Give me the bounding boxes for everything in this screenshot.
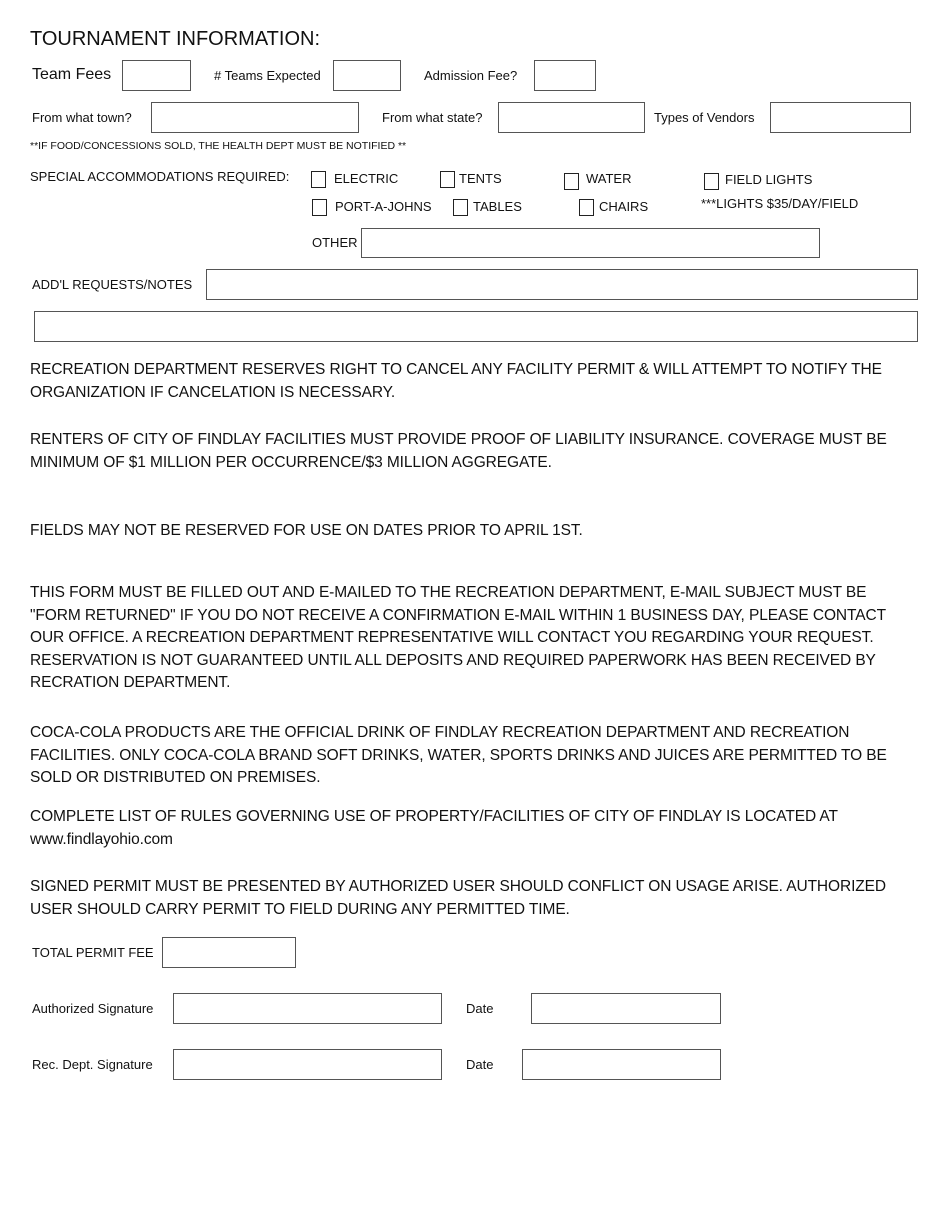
notes-input[interactable] xyxy=(206,269,918,300)
paragraph-coca-cola: COCA-COLA PRODUCTS ARE THE OFFICIAL DRINK OF FINDLAY RECREATION DEPARTMENT AND RECREATION FACILITIES. ONLY COCA-COLA BRAND SOFT DRINKS, WATER, SPORTS DRINKS AND JUICES ARE PERMITTED TO BE SOLD OR DISTRIBUTED ON PREMISES. xyxy=(30,724,887,786)
team-fees-input[interactable] xyxy=(122,60,191,91)
notes-input-line-2[interactable] xyxy=(34,311,918,342)
state-label: From what state? xyxy=(382,110,483,125)
field-lights-label: FIELD LIGHTS xyxy=(725,172,813,187)
field-lights-checkbox[interactable] xyxy=(704,173,719,190)
tables-label: TABLES xyxy=(473,199,522,214)
chairs-label: CHAIRS xyxy=(599,199,649,214)
electric-label: ELECTRIC xyxy=(334,171,399,186)
town-input[interactable] xyxy=(151,102,359,133)
paragraph-insurance: RENTERS OF CITY OF FINDLAY FACILITIES MUST PROVIDE PROOF OF LIABILITY INSURANCE. COVERAGE MUST BE MINIMUM OF $1 MILLION PER OCCURRENCE/$3 MILLION AGGREGATE. xyxy=(30,431,887,471)
water-label: WATER xyxy=(586,171,632,186)
tents-checkbox[interactable] xyxy=(440,171,455,188)
section-title: TOURNAMENT INFORMATION: xyxy=(30,28,320,50)
other-input[interactable] xyxy=(361,228,820,258)
team-fees-label: Team Fees xyxy=(32,66,112,83)
other-label: OTHER xyxy=(312,235,358,250)
total-fee-label: TOTAL PERMIT FEE xyxy=(32,945,154,960)
total-fee-input[interactable] xyxy=(162,937,296,968)
admission-fee-input[interactable] xyxy=(534,60,596,91)
teams-expected-label: # Teams Expected xyxy=(214,68,321,83)
rec-dept-signature-input[interactable] xyxy=(173,1049,442,1080)
date-input-1[interactable] xyxy=(531,993,721,1024)
date-label-2: Date xyxy=(466,1057,494,1072)
vendors-input[interactable] xyxy=(770,102,911,133)
authorized-signature-label: Authorized Signature xyxy=(32,1001,154,1016)
health-dept-note: **IF FOOD/CONCESSIONS SOLD, THE HEALTH DEPT MUST BE NOTIFIED ** xyxy=(30,140,407,152)
admission-fee-label: Admission Fee? xyxy=(424,68,518,83)
paragraph-dates: FIELDS MAY NOT BE RESERVED FOR USE ON DATES PRIOR TO APRIL 1ST. xyxy=(30,522,583,539)
paragraph-cancel: RECREATION DEPARTMENT RESERVES RIGHT TO CANCEL ANY FACILITY PERMIT & WILL ATTEMPT TO NOTIFY THE ORGANIZATION IF CANCELATION IS NECESSARY. xyxy=(30,361,882,401)
date-label-1: Date xyxy=(466,1001,494,1016)
water-checkbox[interactable] xyxy=(564,173,579,190)
rec-dept-signature-label: Rec. Dept. Signature xyxy=(32,1057,153,1072)
lights-fee-note: ***LIGHTS $35/DAY/FIELD xyxy=(701,196,859,211)
notes-label: ADD'L REQUESTS/NOTES xyxy=(32,277,193,292)
date-input-2[interactable] xyxy=(522,1049,721,1080)
authorized-signature-input[interactable] xyxy=(173,993,442,1024)
tables-checkbox[interactable] xyxy=(453,199,468,216)
chairs-checkbox[interactable] xyxy=(579,199,594,216)
paragraph-submission: THIS FORM MUST BE FILLED OUT AND E-MAILED TO THE RECREATION DEPARTMENT, E-MAIL SUBJECT MUST BE "FORM RETURNED" IF YOU DO NOT RECEIVE A CONFIRMATION E-MAIL WITHIN 1 BUSINESS DAY, PLEASE CONTACT OUR OFFICE. A RECREATION DEPARTMENT REPRESENTATIVE WILL CONTACT YOU REGARDING YOUR REQUEST. RESERVATION IS NOT GUARANTEED UNTIL ALL DEPOSITS AND REQUIRED PAPERWORK HAS BEEN RECEIVED BY RECRATION DEPARTMENT. xyxy=(30,584,886,691)
paragraph-permit: SIGNED PERMIT MUST BE PRESENTED BY AUTHORIZED USER SHOULD CONFLICT ON USAGE ARISE. AUTHORIZED USER SHOULD CARRY PERMIT TO FIELD DURING ANY PERMITTED TIME. xyxy=(30,878,886,918)
state-input[interactable] xyxy=(498,102,645,133)
town-label: From what town? xyxy=(32,110,132,125)
port-a-johns-label: PORT-A-JOHNS xyxy=(335,199,432,214)
special-accommodations-label: SPECIAL ACCOMMODATIONS REQUIRED: xyxy=(30,169,290,184)
tents-label: TENTS xyxy=(459,171,502,186)
vendors-label: Types of Vendors xyxy=(654,110,755,125)
port-a-johns-checkbox[interactable] xyxy=(312,199,327,216)
paragraph-rules: COMPLETE LIST OF RULES GOVERNING USE OF PROPERTY/FACILITIES OF CITY OF FINDLAY IS LOCATED AT www.findlayohio.com xyxy=(30,808,838,848)
electric-checkbox[interactable] xyxy=(311,171,326,188)
teams-expected-input[interactable] xyxy=(333,60,401,91)
